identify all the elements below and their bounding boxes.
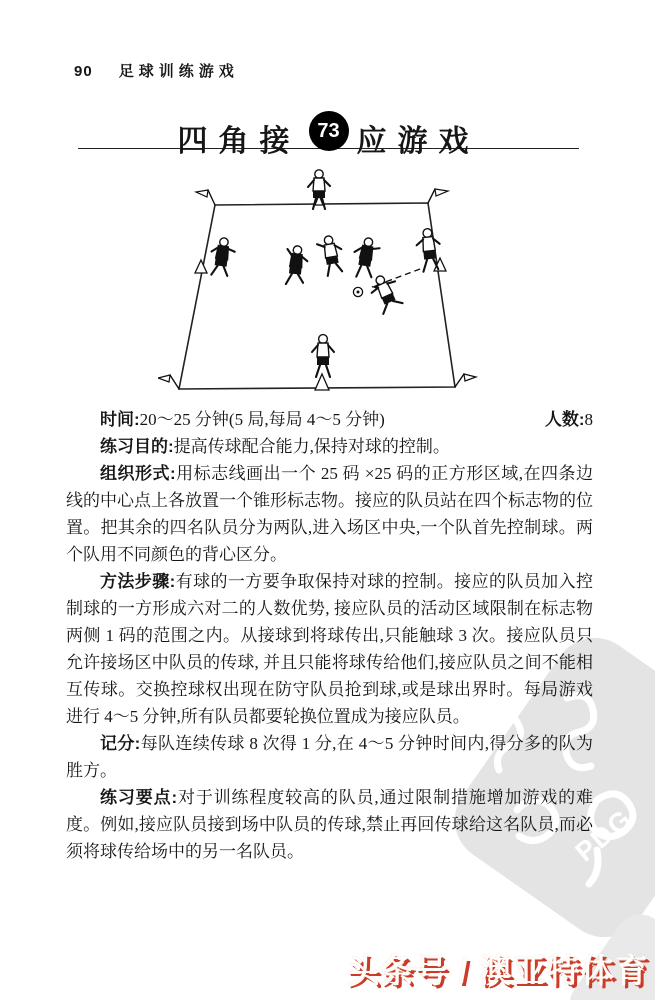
player-figure	[350, 236, 381, 280]
section-purpose	[66, 433, 593, 460]
book-title: 足球训练游戏	[118, 63, 239, 80]
player-figure	[367, 271, 405, 315]
corner-flag-icon	[428, 189, 448, 203]
corner-flag-icon	[455, 374, 476, 387]
time-value: 20～25 分钟(5 局,每局 4～5 分钟)	[139, 410, 385, 429]
section-label: 练习要点:	[100, 788, 178, 807]
player-figure	[312, 335, 334, 377]
body-text	[66, 406, 593, 865]
ball-icon	[353, 287, 362, 296]
game-number-badge: 73	[309, 111, 349, 151]
corner-flag-icon	[196, 190, 215, 205]
section-text: 用标志线画出一个 25 码 ×25 码的正方形区域,在四条边线的中心点上各放置一个锥形标志物。接应的队员站在四个标志物的位置。把其余的四名队员分为两队,进入场区中央,一个队首先控制球。两个队用不同颜色的背心区分。	[66, 464, 593, 564]
game-title	[78, 110, 579, 166]
game-title-block	[78, 110, 579, 166]
player-figure	[284, 245, 309, 286]
section-organization	[66, 460, 593, 568]
player-figure	[208, 236, 236, 277]
player-figure	[316, 234, 345, 277]
section-text: 提高传球配合能力,保持对球的控制。	[173, 437, 450, 456]
players-label: 人数:	[544, 410, 585, 429]
section-method	[66, 568, 593, 730]
section-scoring	[66, 730, 593, 784]
section-label: 组织形式:	[100, 464, 176, 483]
players-field	[545, 406, 593, 433]
game-title-left: 四角接	[177, 125, 301, 158]
corner-flag-icon	[158, 375, 179, 389]
section-text: 每队连续传球 8 次得 1 分,在 4～5 分钟时间内,得分多的队为胜方。	[66, 734, 593, 780]
section-key-points	[66, 784, 593, 865]
players-value: 8	[584, 410, 593, 429]
info-line	[66, 406, 593, 433]
section-text: 对于训练程度较高的队员,通过限制措施增加游戏的难度。例如,接应队员接到场中队员的传球,禁止再回传球给这名队员,而必须将球传给场中的另一名队员。	[66, 788, 593, 861]
game-title-right: 应游戏	[356, 125, 480, 158]
channel-watermark: 头条号 / 澳亚特体育	[346, 952, 649, 989]
page-header	[74, 60, 591, 81]
section-label: 记分:	[100, 734, 141, 753]
section-label: 方法步骤:	[100, 572, 176, 591]
section-text: 有球的一方要争取保持对球的控制。接应的队员加入控制球的一方形成六对二的人数优势, 接应队员的活动区域限制在标志物两侧 1 码的范围之内。从接球到将球传出,只能触球 3 次。接应队员只允许接场区中队员的传球, 并且只能将球传给他们,接应队员之间不能相互传球。交换控球权出现在防守队员抢到球,或是球出界时。每局游戏进行 4～5 分钟,所有队员都要轮换位置成为接应队员。	[66, 572, 593, 726]
cone-icon	[195, 260, 207, 273]
field-illustration	[158, 168, 502, 408]
section-label: 练习目的:	[100, 437, 174, 456]
page-number: 90	[74, 63, 93, 80]
watermark-pdg-label: PDG	[569, 802, 639, 868]
time-field	[66, 406, 385, 433]
time-label: 时间:	[100, 410, 140, 429]
